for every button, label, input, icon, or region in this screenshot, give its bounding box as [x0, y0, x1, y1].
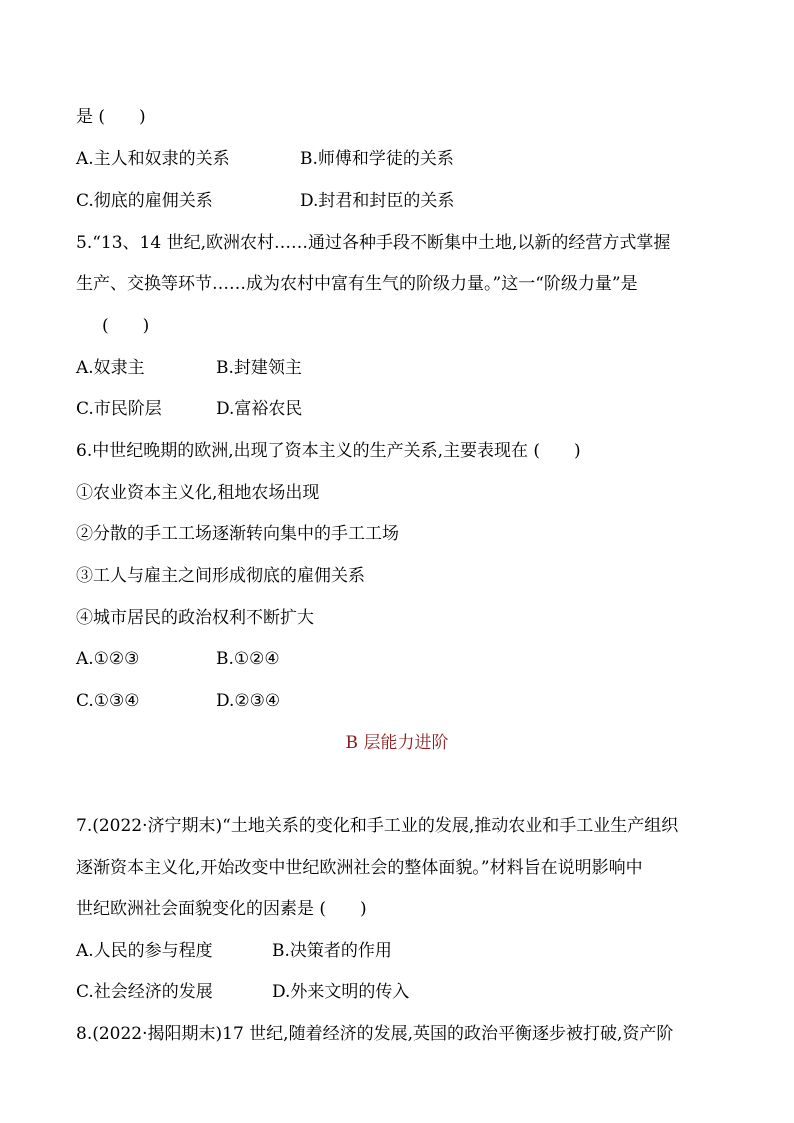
- q4-options-row-1: [76, 147, 454, 171]
- q6-options-row-2: [76, 689, 281, 713]
- q6-item-4: ④城市居民的政治权利不断扩大: [76, 608, 314, 628]
- q7-stem-line-3: 世纪欧洲社会面貌变化的因素是 ( ): [76, 899, 367, 919]
- q6-options-row-1: [76, 647, 280, 671]
- q6-option-c[interactable]: C.①③④: [76, 691, 140, 711]
- q4-options-row-2: [76, 189, 455, 213]
- q6-stem: 6.中世纪晚期的欧洲,出现了资本主义的生产关系,主要表现在 ( ): [76, 441, 581, 461]
- q6-option-a[interactable]: A.①②③: [76, 649, 140, 669]
- q5-options-row-1: [76, 356, 302, 380]
- q5-option-b[interactable]: B.封建领主: [216, 358, 302, 378]
- q6-item-3: ③工人与雇主之间形成彻底的雇佣关系: [76, 566, 365, 586]
- q7-option-b[interactable]: B.决策者的作用: [272, 941, 392, 961]
- section-title: B 层能力进阶: [345, 733, 449, 753]
- q6-item-2: ②分散的手工工场逐渐转向集中的手工工场: [76, 524, 399, 544]
- q7-option-d[interactable]: D.外来文明的传入: [272, 982, 410, 1002]
- q5-stem-line-1: 5.“13、14 世纪,欧洲农村……通过各种手段不断集中土地,以新的经营方式掌握: [76, 233, 671, 253]
- q4-option-a[interactable]: A.主人和奴隶的关系: [76, 149, 230, 169]
- q8-stem-line-1: 8.(2022·揭阳期末)17 世纪,随着经济的发展,英国的政治平衡逐步被打破,资产阶: [76, 1024, 674, 1044]
- q7-stem-line-2: 逐渐资本主义化,开始改变中世纪欧洲社会的整体面貌。”材料旨在说明影响中: [76, 858, 643, 878]
- q6-option-d[interactable]: D.②③④: [216, 691, 281, 711]
- q4-continuation: 是 ( ): [76, 107, 146, 127]
- q7-options-row-1: [76, 939, 392, 963]
- q4-option-c[interactable]: C.彻底的雇佣关系: [76, 191, 213, 211]
- q7-option-c[interactable]: C.社会经济的发展: [76, 982, 213, 1002]
- q7-stem-line-1: 7.(2022·济宁期末)“土地关系的变化和手工业的发展,推动农业和手工业生产组织: [76, 816, 679, 836]
- q6-option-b[interactable]: B.①②④: [216, 649, 280, 669]
- q5-options-row-2: [76, 397, 303, 421]
- q6-item-1: ①农业资本主义化,租地农场出现: [76, 483, 320, 503]
- q5-option-c[interactable]: C.市民阶层: [76, 399, 162, 419]
- q4-option-d[interactable]: D.封君和封臣的关系: [300, 191, 455, 211]
- q5-stem-line-2: 生产、交换等环节……成为农村中富有生气的阶级力量。”这一“阶级力量”是: [76, 274, 638, 294]
- q5-option-d[interactable]: D.富裕农民: [216, 399, 303, 419]
- q5-option-a[interactable]: A.奴隶主: [76, 358, 145, 378]
- q7-option-a[interactable]: A.人民的参与程度: [76, 941, 213, 961]
- q7-options-row-2: [76, 980, 410, 1004]
- q4-option-b[interactable]: B.师傅和学徒的关系: [300, 149, 454, 169]
- q5-answer-bracket: ( ): [102, 316, 150, 336]
